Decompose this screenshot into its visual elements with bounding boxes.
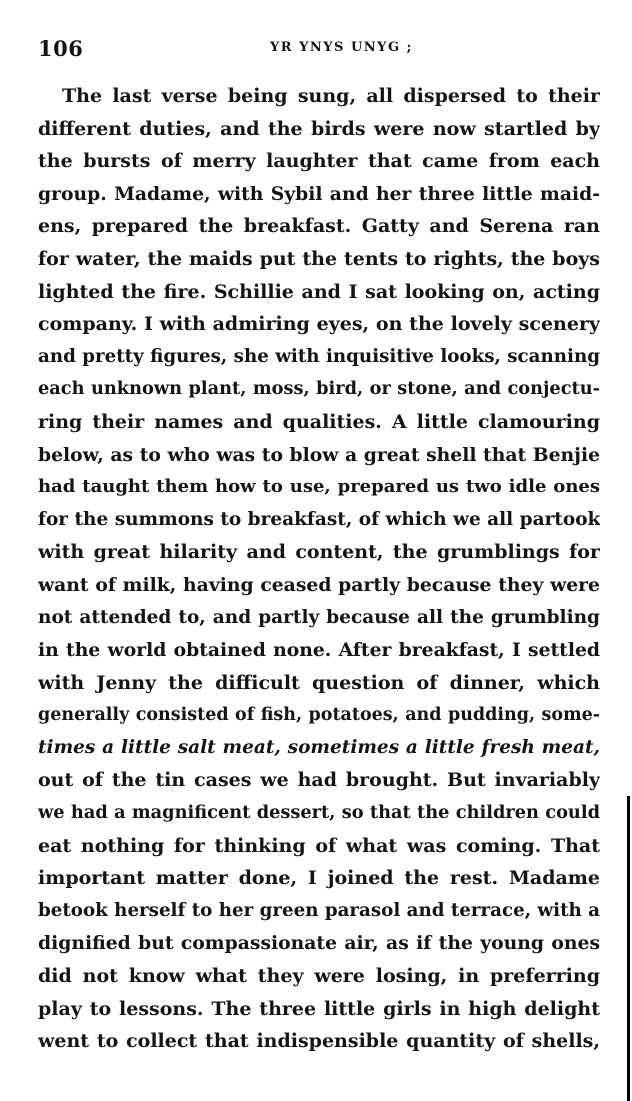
text-line: betook herself to her green parasol and terrace, with a (38, 899, 600, 921)
text-line: not attended to, and partly because all the grumbling (38, 606, 600, 628)
text-line: in the world obtained none. After breakfast, I settled (38, 639, 600, 662)
text-line: different duties, and the birds were now startled by (38, 117, 600, 140)
text-line: had taught them how to use, prepared us two idle ones (38, 476, 600, 498)
page-number: 106 (38, 36, 84, 61)
text-line: want of milk, having ceased partly because they were (38, 573, 600, 596)
text-line: with Jenny the difficult question of dinner, which (38, 671, 600, 694)
text-line: The last verse being sung, all dispersed to their (62, 85, 600, 107)
text-line: company. I with admiring eyes, on the lovely scenery (38, 313, 600, 336)
body-text (38, 80, 600, 1058)
text-line: with great hilarity and content, the grumblings for (38, 541, 600, 564)
text-line: dignified but compassionate air, as if the young ones (38, 932, 600, 955)
text-line: important matter done, I joined the rest. Madame (38, 867, 600, 890)
text-line: group. Madame, with Sybil and her three little maid- (38, 182, 600, 205)
text-line: went to collect that indispensible quantity of shells, (38, 1030, 600, 1053)
text-line: each unknown plant, moss, bird, or stone, and conjectu- (38, 378, 600, 400)
text-line: and pretty figures, she with inquisitive looks, scanning (38, 345, 600, 367)
text-line: below, as to who was to blow a great shell that Benjie (38, 443, 600, 466)
text-line: for water, the maids put the tents to rights, the boys (38, 247, 600, 270)
text-line: play to lessons. The three little girls in high delight (38, 997, 600, 1020)
text-line: did not know what they were losing, in preferring (38, 965, 600, 988)
text-line: lighted the fire. Schillie and I sat looking on, acting (38, 280, 600, 303)
text-line: generally consisted of fish, potatoes, and pudding, some- (38, 705, 600, 726)
text-line: we had a magnificent dessert, so that the children could (38, 802, 600, 824)
scan-edge-shadow (627, 796, 630, 1101)
text-line: for the summons to breakfast, of which we all partook (38, 508, 600, 530)
page-header (38, 36, 598, 62)
text-line: out of the tin cases we had brought. But invariably (38, 769, 600, 792)
text-line: ring their names and qualities. A little clamouring (38, 410, 600, 433)
text-line: ens, prepared the breakfast. Gatty and Serena ran (38, 215, 600, 238)
text-line: the bursts of merry laughter that came from each (38, 150, 600, 173)
text-line: eat nothing for thinking of what was coming. That (38, 834, 600, 857)
running-title: YR YNYS UNYG ; (270, 40, 413, 55)
text-line: times a little salt meat, sometimes a little fresh meat, (38, 736, 600, 758)
